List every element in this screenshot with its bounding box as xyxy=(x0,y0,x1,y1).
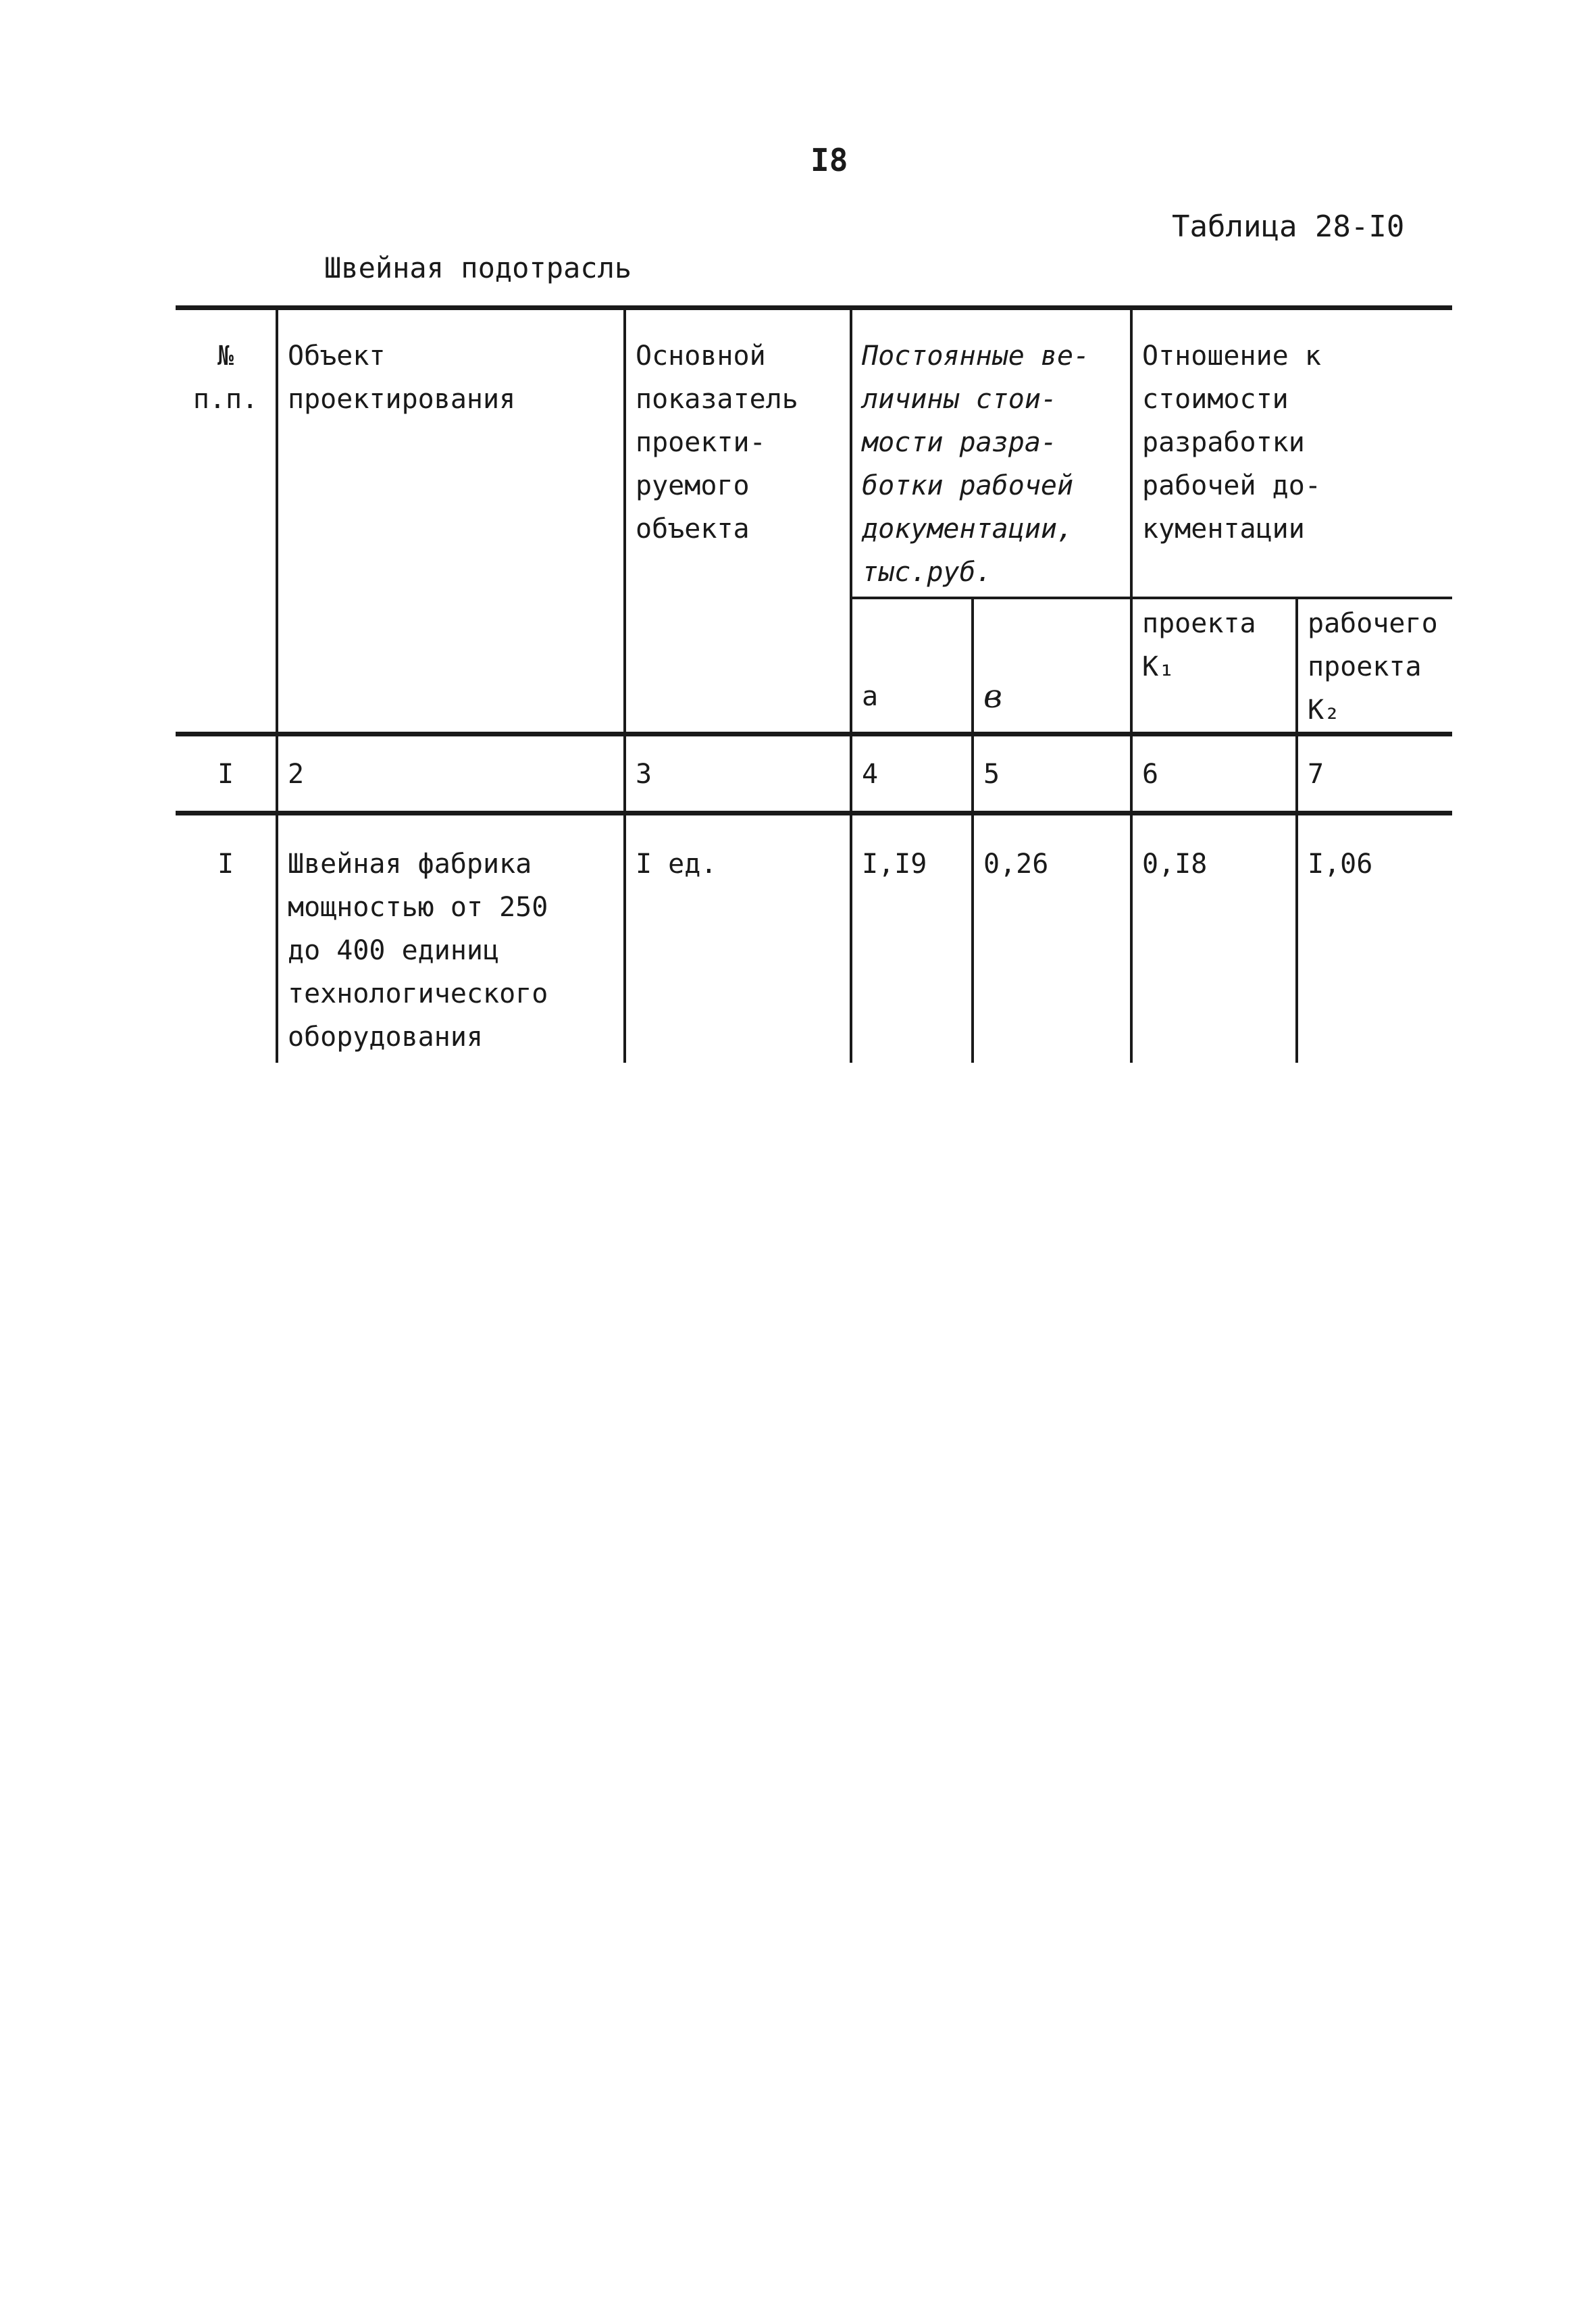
row-object: Швейная фабрика мощностью от 250 до 400 единиц технологического оборудования xyxy=(277,813,625,1063)
row-indicator: I ед. xyxy=(625,813,851,1063)
row-value-a: I,I9 xyxy=(851,813,973,1063)
column-number: 6 xyxy=(1131,734,1297,813)
section-subtitle: Швейная подотрасль xyxy=(324,251,632,284)
row-value-k1: 0,I8 xyxy=(1131,813,1297,1063)
header-sub-k1: проекта К₁ xyxy=(1131,598,1297,734)
header-sub-k2: рабочего проекта К₂ xyxy=(1297,598,1452,734)
column-number: 4 xyxy=(851,734,973,813)
page-number: I8 xyxy=(810,142,848,178)
row-value-b: 0,26 xyxy=(973,813,1131,1063)
header-constants: Постоянные ве- личины стои- мости разра- ботки рабочей документации, тыс.руб. xyxy=(851,308,1131,599)
cost-table xyxy=(176,305,1452,1063)
header-ratio: Отношение к стоимости разработки рабочей до- кументации xyxy=(1131,308,1452,599)
column-numbers-row xyxy=(176,734,1452,813)
column-number: 5 xyxy=(973,734,1131,813)
row-value-k2: I,06 xyxy=(1297,813,1452,1063)
header-object: Объект проектирования xyxy=(277,308,625,734)
header-sub-b: в xyxy=(973,598,1131,734)
column-number: I xyxy=(176,734,277,813)
row-num: I xyxy=(217,849,234,880)
column-number: 2 xyxy=(277,734,625,813)
header-row-main xyxy=(176,308,1452,599)
table-label: Таблица 28-I0 xyxy=(1172,209,1405,244)
header-sub-a: а xyxy=(851,598,973,734)
table-row xyxy=(176,813,1452,1063)
header-num: № п.п. xyxy=(176,308,277,734)
header-indicator: Основной показатель проекти- руемого объекта xyxy=(625,308,851,734)
column-number: 7 xyxy=(1297,734,1452,813)
column-number: 3 xyxy=(625,734,851,813)
